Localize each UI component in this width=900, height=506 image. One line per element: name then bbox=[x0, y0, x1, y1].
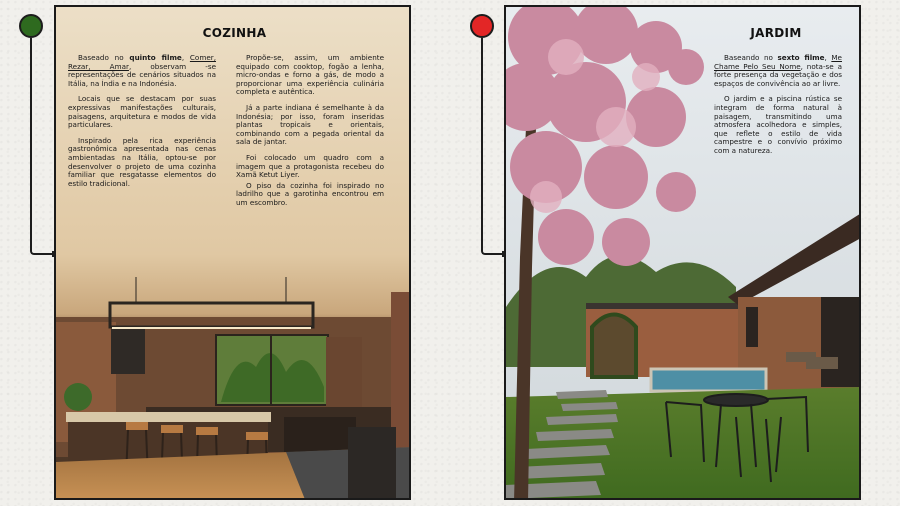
text-fragment: , nota-se a forte presença da vegetação e dos espaços de convivência ao ar livre. bbox=[714, 61, 842, 88]
garden-panel bbox=[504, 5, 861, 500]
garden-marker-dot bbox=[470, 14, 494, 38]
kitchen-paragraph-4: Propõe-se, assim, um ambiente equipado com cooktop, fogão a lenha, micro-ondas e forno a gás, de modo a proporcionar uma experiência culinária completa e autêntica. bbox=[236, 53, 384, 97]
garden-title: JARDIM bbox=[750, 26, 802, 40]
kitchen-paragraph-3: Inspirado pela rica experiência gastronômica apresentada nas cenas ambientadas na Itália, optou-se por desenvolver o projeto de uma cozinha familiar que resgatasse elementos do estilo tradicional. bbox=[68, 135, 216, 188]
kitchen-paragraph-6: Foi colocado um quadro com a imagem que a protagonista recebeu do Xamã Ketut Liyer. bbox=[236, 152, 384, 180]
garden-paragraph-2: O jardim e a piscina rústica se integram de forma natural à paisagem, transmitindo uma atmosfera acolhedora e simples, que reflete o estilo de vida campestre e o convívio próximo com a natureza. bbox=[714, 94, 842, 155]
film-ordinal: sexto filme bbox=[777, 53, 825, 62]
kitchen-paragraph-5: Já a parte indiana é semelhante à da Indonésia; por isso, foram inseridas plantas tropicais e orientais, combinando com a pegada oriental da sala de jantar. bbox=[236, 102, 384, 147]
kitchen-text-column-2 bbox=[236, 54, 384, 215]
kitchen-connector-line bbox=[30, 38, 54, 255]
kitchen-paragraph-7: O piso da cozinha foi inspirado no ladrilho que a garotinha encontrou em um escombro. bbox=[236, 180, 384, 207]
text-fragment: Baseado no bbox=[78, 53, 130, 62]
kitchen-marker-dot bbox=[19, 14, 43, 38]
kitchen-paragraph-2: Locais que se destacam por suas expressivas manifestações culturais, paisagens, arquitetura e modos de vida particulares. bbox=[68, 94, 216, 130]
text-fragment: , bbox=[181, 53, 190, 62]
text-fragment: , observam -se representações de cenários situados na Itália, na Índia e na Indonésia. bbox=[68, 61, 217, 88]
text-fragment: Baseando no bbox=[724, 53, 778, 62]
kitchen-text-column-1 bbox=[68, 54, 216, 195]
film-title-link[interactable]: Comer, Rezar, Amar bbox=[68, 53, 216, 71]
garden-text-column bbox=[714, 54, 842, 163]
text-fragment: , bbox=[824, 53, 832, 62]
kitchen-paragraph-1 bbox=[68, 54, 216, 88]
kitchen-title: COZINHA bbox=[202, 26, 267, 40]
film-title-link[interactable]: Me Chame Pelo Seu Nome bbox=[714, 53, 842, 71]
kitchen-panel bbox=[54, 5, 411, 500]
garden-connector-line bbox=[481, 38, 504, 255]
garden-paragraph-1 bbox=[714, 54, 842, 88]
film-ordinal: quinto filme bbox=[129, 53, 182, 62]
